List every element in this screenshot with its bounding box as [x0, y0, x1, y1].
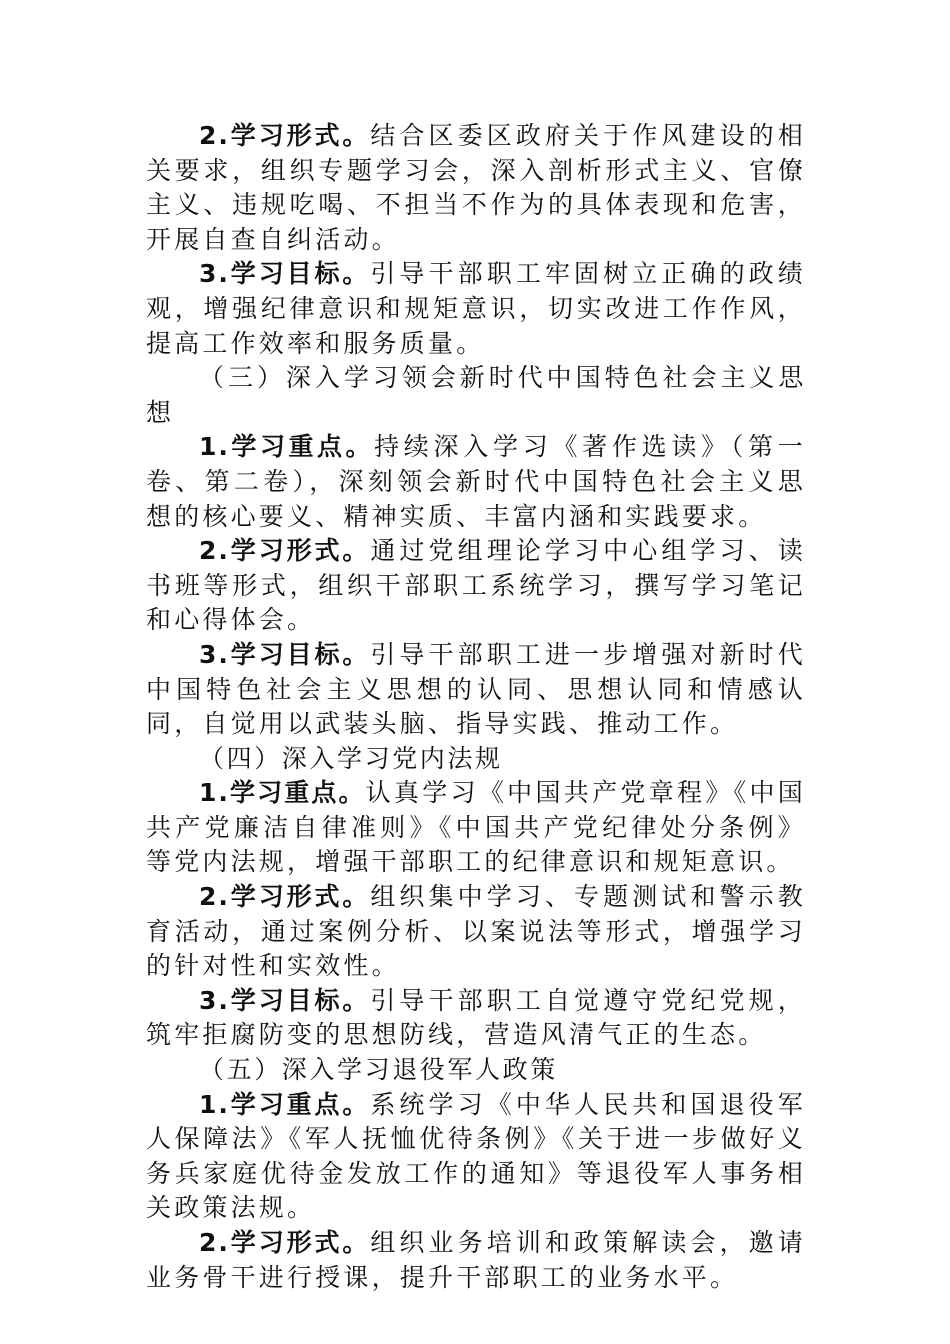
paragraph: [146, 776, 806, 880]
paragraph-lead: 3.学习目标。: [199, 259, 371, 289]
section-heading: （四）深入学习党内法规: [199, 743, 503, 773]
paragraph-text: 认真学习《中国共产党章程》《中国共产党廉洁自律准则》《中国共产党纪律处分条例》等党内法规，增强干部职工的纪律意识和规矩意识。: [146, 778, 806, 877]
paragraph: [146, 880, 806, 984]
paragraph: [146, 430, 806, 534]
paragraph-lead: 3.学习目标。: [199, 985, 371, 1015]
paragraph-lead: 2.学习形式。: [199, 882, 371, 912]
paragraph-text: 持续深入学习《著作选读》（第一卷、第二卷），深刻领会新时代中国特色社会主义思想的核心要义、精神实质、丰富内涵和实践要求。: [146, 432, 806, 531]
paragraph: [146, 1088, 806, 1226]
paragraph-text: 引导干部职工进一步增强对新时代中国特色社会主义思想的认同、思想认同和情感认同，自觉用以武装头脑、指导实践、推动工作。: [146, 639, 806, 739]
paragraph: [146, 534, 806, 638]
paragraph-lead: 2.学习形式。: [199, 121, 371, 150]
paragraph: [146, 257, 806, 361]
paragraph-text: 组织业务培训和政策解读会，邀请业务骨干进行授课，提升干部职工的业务水平。: [146, 1228, 806, 1292]
section-heading: （三）深入学习领会新时代中国特色社会主义思想: [146, 363, 806, 427]
paragraph-lead: 1.学习重点。: [199, 778, 366, 808]
paragraph-text: 结合区委区政府关于作风建设的相关要求，组织专题学习会，深入剖析形式主义、官僚主义、违规吃喝、不担当不作为的具体表现和危害，开展自查自纠活动。: [146, 121, 806, 254]
paragraph: [146, 119, 806, 257]
paragraph-lead: 1.学习重点。: [199, 1089, 371, 1119]
paragraph-text: 系统学习《中华人民共和国退役军人保障法》《军人抚恤优待条例》《关于进一步做好义务兵家庭优待金发放工作的通知》等退役军人事务相关政策法规。: [146, 1089, 806, 1223]
paragraph: [146, 984, 806, 1053]
paragraph-lead: 2.学习形式。: [199, 536, 371, 566]
document-body: [146, 119, 806, 1295]
paragraph-text: 通过党组理论学习中心组学习、读书班等形式，组织干部职工系统学习，撰写学习笔记和心得体会。: [146, 536, 806, 635]
paragraph-text: 引导干部职工牢固树立正确的政绩观，增强纪律意识和规矩意识，切实改进工作作风，提高工作效率和服务质量。: [146, 259, 806, 358]
paragraph-lead: 3.学习目标。: [199, 639, 371, 669]
paragraph-text: 引导干部职工自觉遵守党纪党规，筑牢拒腐防变的思想防线，营造风清气正的生态。: [146, 985, 806, 1050]
paragraph: [146, 1226, 806, 1295]
section-heading: （五）深入学习退役军人政策: [199, 1055, 558, 1085]
paragraph: [146, 638, 806, 742]
paragraph-lead: 1.学习重点。: [199, 432, 375, 462]
paragraph-lead: 2.学习形式。: [199, 1228, 371, 1257]
paragraph-text: 组织集中学习、专题测试和警示教育活动，通过案例分析、以案说法等形式，增强学习的针对性和实效性。: [146, 882, 806, 981]
